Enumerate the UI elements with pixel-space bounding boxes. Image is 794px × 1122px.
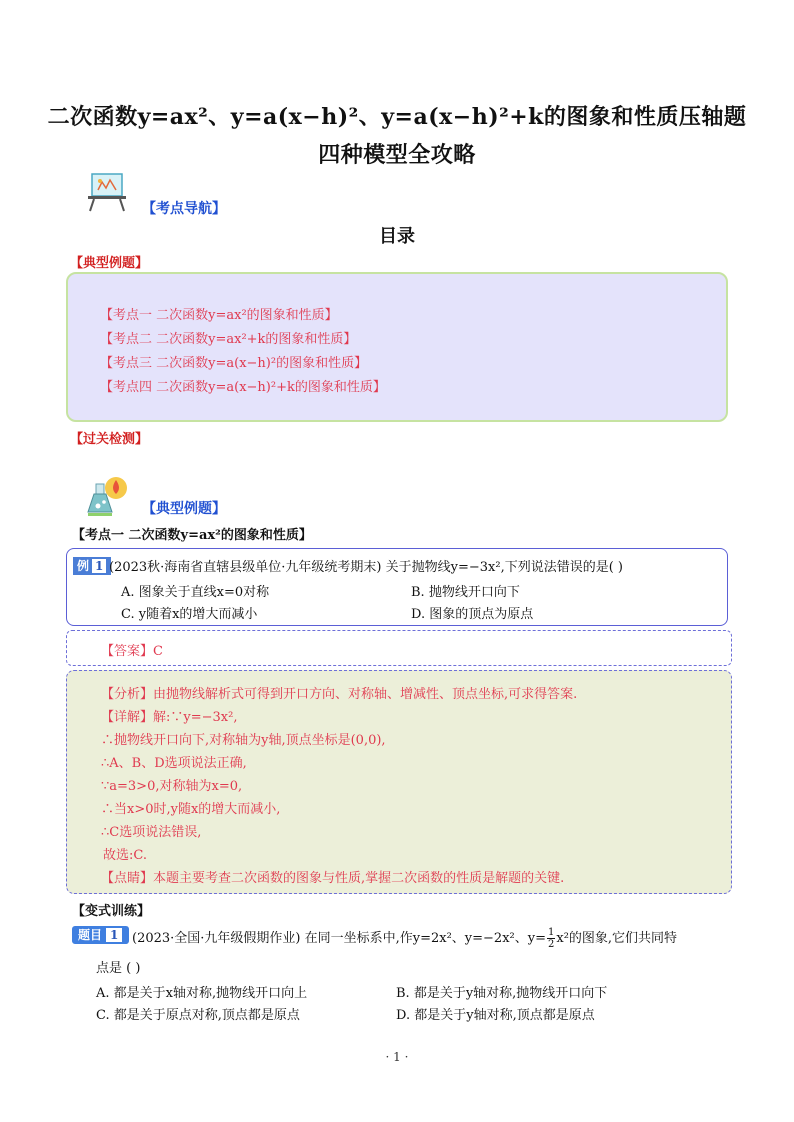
analysis-line: ∴A、B、D选项说法正确, xyxy=(101,756,247,771)
q1-option-a[interactable]: A. 都是关于x轴对称,抛物线开口向上 xyxy=(96,986,308,1001)
example-number: 1 xyxy=(91,558,107,574)
answer-box xyxy=(66,630,732,666)
example-badge xyxy=(73,557,111,575)
toc-item[interactable]: 【考点二 二次函数y=ax²+k的图象和性质】 xyxy=(100,332,357,347)
question-text-line2: 点是 ( ) xyxy=(96,961,141,976)
q1-option-c[interactable]: C. 都是关于原点对称,顶点都是原点 xyxy=(96,1008,300,1023)
question-text-part2: x²的图象,它们共同特 xyxy=(556,931,678,946)
page-title: 二次函数y=ax²、y=a(x−h)²、y=a(x−h)²+k的图象和性质压轴题 xyxy=(47,104,747,130)
variation-heading: 【变式训练】 xyxy=(72,904,151,919)
analysis-line: 【详解】解:∵y=−3x², xyxy=(101,710,238,725)
option-b[interactable]: B. 抛物线开口向下 xyxy=(411,585,520,600)
analysis-box xyxy=(66,670,732,894)
analysis-line: ∴C选项说法错误, xyxy=(101,825,202,840)
toc-box xyxy=(66,272,728,422)
option-c[interactable]: C. y随着x的增大而减小 xyxy=(121,607,258,622)
question-text-part1: (2023·全国·九年级假期作业) 在同一坐标系中,作y=2x²、y=−2x²、y= xyxy=(132,931,546,946)
nav-heading: 【考点导航】 xyxy=(142,201,226,217)
teaching-board-icon xyxy=(86,172,128,212)
answer-text: 【答案】C xyxy=(101,644,163,659)
flask-icon xyxy=(86,474,132,518)
question-text xyxy=(132,927,677,950)
option-a[interactable]: A. 图象关于直线x=0对称 xyxy=(121,585,270,600)
toc-section-check: 【过关检测】 xyxy=(70,432,149,447)
toc-item[interactable]: 【考点四 二次函数y=a(x−h)²+k的图象和性质】 xyxy=(100,380,386,395)
point1-heading: 【考点一 二次函数y=ax²的图象和性质】 xyxy=(72,528,312,543)
typical-examples-heading: 【典型例题】 xyxy=(142,501,226,517)
example-badge-label: 例 xyxy=(77,559,90,573)
analysis-line: ∴抛物线开口向下,对称轴为y轴,顶点坐标是(0,0), xyxy=(101,733,386,748)
question-number: 1 xyxy=(105,927,123,943)
example-question: (2023秋·海南省直辖县级单位·九年级统考期末) 关于抛物线y=−3x²,下列说法错误的是( ) xyxy=(109,560,623,575)
option-d[interactable]: D. 图象的顶点为原点 xyxy=(411,607,534,622)
toc-item[interactable]: 【考点一 二次函数y=ax²的图象和性质】 xyxy=(100,308,338,323)
question-badge-label: 题目 xyxy=(78,928,103,942)
toc-heading: 目录 xyxy=(379,226,415,247)
analysis-line: ∴当x>0时,y随x的增大而减小, xyxy=(101,802,281,817)
question-badge xyxy=(72,926,129,944)
analysis-line: ∵a=3>0,对称轴为x=0, xyxy=(101,779,243,794)
example-box xyxy=(66,548,728,626)
q1-option-d[interactable]: D. 都是关于y轴对称,顶点都是原点 xyxy=(396,1008,595,1023)
analysis-line: 【点睛】本题主要考查二次函数的图象与性质,掌握二次函数的性质是解题的关键. xyxy=(101,871,565,886)
analysis-line: 【分析】由抛物线解析式可得到开口方向、对称轴、增减性、顶点坐标,可求得答案. xyxy=(101,687,578,702)
analysis-line: 故选:C. xyxy=(103,848,147,863)
fraction-numerator: 1 xyxy=(548,927,555,938)
toc-section-examples: 【典型例题】 xyxy=(70,256,149,271)
toc-item[interactable]: 【考点三 二次函数y=a(x−h)²的图象和性质】 xyxy=(100,356,368,371)
page-subtitle: 四种模型全攻略 xyxy=(318,142,476,168)
page-number: · 1 · xyxy=(385,1050,409,1064)
fraction-denominator: 2 xyxy=(548,939,555,950)
fraction-one-half xyxy=(547,927,555,950)
q1-option-b[interactable]: B. 都是关于y轴对称,抛物线开口向下 xyxy=(396,986,608,1001)
